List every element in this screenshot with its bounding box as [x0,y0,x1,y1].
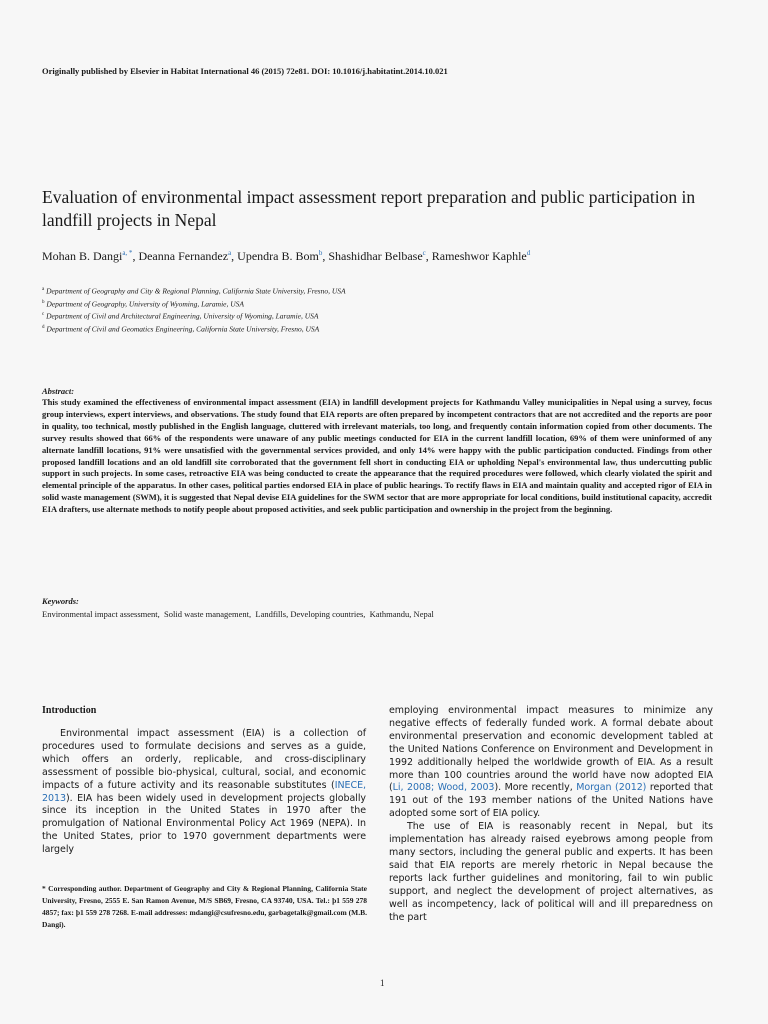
paragraph [42,728,366,857]
affiliations [42,284,642,334]
journal-citation: Originally published by Elsevier in Habitat International 46 (2015) 72e81. DOI: 10.1016/j.habitatint.2014.10.021 [42,66,448,76]
affiliation-text: Department of Civil and Architectural Engineering, University of Wyoming, Laramie, USA [46,311,319,321]
author-mark[interactable]: a [228,249,232,257]
affiliation-text: Department of Geography and City & Regional Planning, California State University, Fresno, USA [46,286,346,296]
abstract-heading: Abstract: [42,386,75,396]
author-name: Mohan B. Dangi [42,249,123,263]
author-name: Upendra B. Bom [237,249,319,263]
author-separator: , [132,249,139,263]
body-column-right [389,705,713,924]
citation-link[interactable]: Morgan (2012) [576,782,647,794]
abstract-text: This study examined the effectiveness of environmental impact assessment (EIA) in landfill development projects for Kathmandu Valley municipalities in Nepal using a survey, focus group interviews, expert interviews, and observations. The study found that EIA reports are often prepared by incompetent contractors that are not accredited and the reports are poor in quality, too technical, mostly published in the English language, cluttered with irrelevant materials, too long, and frequently contain information copied from other documents. The survey results showed that 66% of the respondents were unaware of any public meetings conducted for EIA in the current landfill location, 69% of them were uninformed of any alternate landfill locations, 91% were unsatisfied with the governmental services provided, and only 14% were happy with the public participation conducted. Findings from other proposed landfill locations and an old landfill site corroborated that the government fell short in conducting EIA or upholding Nepal's environmental law, thus undercutting public support in such projects. In some cases, retroactive EIA was being conducted to create the appearance that the required procedures were followed, which clearly violated the spirit and elemental principle of the apparatus. In other cases, political parties endorsed EIA in place of public hearings. To rectify flaws in EIA and maintain quality and accepted rigor of EIA in solid waste management (SWM), it is suggested that Nepal devise EIA guidelines for the SWM sector that are more appropriate for local conditions, build institutional capacity, accredit EIA drafters, use alternate methods to notify people about proposed activities, and seek public participation and ownership in the project from the beginning. [42,397,712,515]
author-name: Deanna Fernandez [138,249,229,263]
paragraph-text: employing environmental impact measures to minimize any negative effects of federally funded work. A formal debate about environmental preservation and economic development tabled at the United Nations Conference on Environment and Development in 1992 additionally helped the worldwide growth of EIA. As a result more than 100 countries around the world have now adopted EIA ( [389,705,713,794]
corresponding-author-footnote: * Corresponding author. Department of Geography and City & Regional Planning, California State University, Fresno, 2555 E. San Ramon Avenue, M/S SB69, Fresno, CA 93740, USA. Tel.: þ1 559 278 4857; fax: þ1 559 278 7268. E-mail addresses: mdangi@csufresno.edu, garbagetalk@gmail.com (M.B. Dangi). [42,884,367,929]
affiliation-item [42,309,642,322]
author-separator: , [322,249,329,263]
author-separator: , [231,249,238,263]
author-list [42,249,742,264]
keywords-text: Environmental impact assessment, Solid waste management, Landfills, Developing countries, Kathmandu, Nepal [42,609,434,619]
citation-link[interactable]: Li, 2008; Wood, 2003 [392,782,495,794]
paragraph-text: Environmental impact assessment (EIA) is a collection of procedures used to formulate decisions and serves as a guide, which offers an orderly, replicable, and cross-disciplinary assessment of possible bio-physical, cultural, social, and economic impacts of a future activity and its reasonable substitutes ( [42,728,366,791]
paragraph-text: ). More recently, [494,782,577,794]
article-title: Evaluation of environmental impact assessment report preparation and public participation in landfill projects in Nepal [42,187,696,230]
affiliation-item [42,322,642,335]
author-separator: , [425,249,432,263]
keywords-heading: Keywords: [42,596,79,606]
citation-link[interactable]: INECE, 2013 [42,779,366,804]
paragraph [389,705,713,821]
page-number: 1 [380,978,385,988]
paragraph-text: reported that 191 out of the 193 member nations of the United Nations have adopted some sort of EIA policy. [389,782,713,820]
author-mark[interactable]: a, * [122,249,133,257]
affiliation-mark: a [42,287,45,292]
section-heading-introduction: Introduction [42,705,97,716]
affiliation-mark: c [42,312,45,317]
author-name: Shashidhar Belbase [328,249,423,263]
body-column-left [42,728,366,857]
affiliation-item [42,284,642,297]
author-mark[interactable]: b [318,249,323,257]
paragraph: The use of EIA is reasonably recent in Nepal, but its implementation has already raised eyebrows among people from many sectors, including the general public and experts. It has been said that EIA reports are merely rhetoric in Nepal because the reports lack further guidelines and monitoring, fail to win public support, and neglect the development of project alternatives, as well as incompetency, lack of political will and ill preparedness on the part [389,821,713,923]
affiliation-text: Department of Geography, University of Wyoming, Laramie, USA [46,299,244,308]
author-mark[interactable]: c [422,249,426,257]
affiliation-mark: b [42,299,45,305]
affiliation-item [42,297,642,310]
paragraph-text: ). EIA has been widely used in development projects globally since its inception in the United States in 1970 after the promulgation of National Environmental Policy Act 1969 (NEPA). In the United States, prior to 1970 government departments were largely [42,792,366,856]
author-mark[interactable]: d [526,249,531,257]
affiliation-text: Department of Civil and Geomatics Engineering, California State University, Fresno, USA [46,324,320,333]
affiliation-mark: d [42,324,45,330]
author-name: Rameshwor Kaphle [431,249,527,263]
